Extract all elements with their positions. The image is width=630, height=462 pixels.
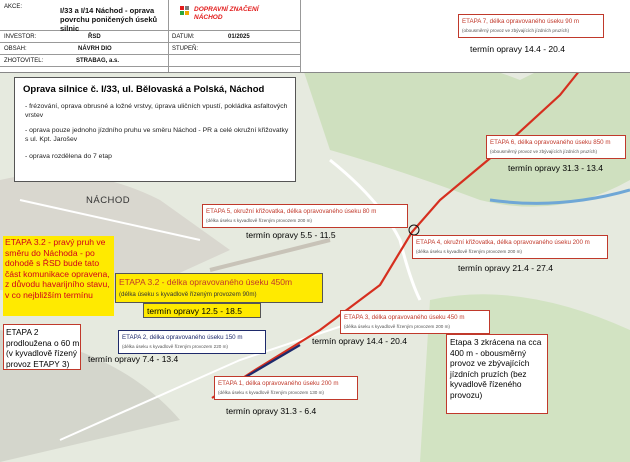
- etapa-3-note-text: Etapa 3 zkrácena na cca 400 m - obousměrný provoz ve zbývajících jízdních pruzích (bez kyvadlově řízeného provozu): [450, 337, 542, 400]
- etapa-7-box: [458, 14, 604, 38]
- etapa-3-2-box: [115, 273, 323, 303]
- etapa-1-title: ETAPA 1, délka opravovaného úseku 200 m: [218, 380, 339, 387]
- etapa-3-2-note-text: ETAPA 3.2 - pravý pruh ve směru do Náchoda - po dohodě s ŘSD bude tato část komunikace opravena, z důvodu havarijního stavu, v co nejbližším termínu: [5, 237, 110, 300]
- datum-value: 01/2025: [228, 34, 250, 40]
- info-item-1: - frézování, oprava obrusné a ložné vrstvy, úprava uličních vpustí, pokládka asfaltových vrstev: [25, 103, 288, 119]
- info-title: Oprava silnice č. I/33, ul. Bělovaská a Polská, Náchod: [23, 84, 265, 95]
- etapa-3-2-term-box: [143, 303, 261, 318]
- etapa-7-title: ETAPA 7, délka opravovaného úseku 90 m: [462, 18, 580, 25]
- etapa-5-box: [202, 204, 408, 228]
- investor-value: ŘSD: [88, 34, 101, 40]
- town-label: NÁCHOD: [86, 195, 131, 206]
- etapa-2-term: termín opravy 7.4 - 13.4: [88, 354, 179, 364]
- etapa-3-2-sub: (délka úseku s kyvadlově řízeným provozem 90m): [119, 291, 257, 298]
- investor-label: INVESTOR:: [4, 34, 37, 40]
- etapa-4-term: termín opravy 21.4 - 27.4: [458, 263, 553, 273]
- etapa-4-sub: (délka úseku s kyvadlově řízeným provozem 200 m): [416, 249, 522, 254]
- etapa-2-note-text: ETAPA 2 prodloužena o 60 m (v kyvadlově řízený provoz ETAPY 3): [6, 327, 80, 369]
- etapa-2-title: ETAPA 2, délka opravovaného úseku 150 m: [122, 334, 243, 341]
- etapa-6-sub: (obousměrný provoz ve zbývajících jízdních pruzích): [490, 149, 597, 154]
- etapa-6-box: [486, 135, 626, 159]
- obsah-value: NÁVRH DIO: [78, 46, 112, 52]
- info-item-3: - oprava rozdělena do 7 etap: [25, 153, 112, 160]
- info-item-2: - oprava pouze jednoho jízdního pruhu ve směru Náchod - PR a celé okružní křižovatky s ul. Kpt. Jarošev: [25, 127, 289, 143]
- etapa-5-title: ETAPA 5, okružní křižovatka, délka opravovaného úseku 80 m: [206, 208, 377, 215]
- etapa-3-2-title: ETAPA 3.2 - délka opravovaného úseku 450m: [119, 277, 293, 287]
- project-label: AKCE:: [4, 4, 23, 10]
- etapa-3-2-term: termín opravy 12.5 - 18.5: [147, 306, 242, 316]
- etapa-7-term: termín opravy 14.4 - 20.4: [470, 44, 565, 54]
- etapa-6-title: ETAPA 6, délka opravovaného úseku 850 m: [490, 139, 611, 146]
- etapa-3-term: termín opravy 14.4 - 20.4: [312, 336, 407, 346]
- etapa-2-sub: (délka úseku s kyvadlově řízeným provozem 220 m): [122, 344, 228, 349]
- project-text: I/33 a I/14 Náchod - oprava povrchu poničených úseků silnic: [60, 6, 158, 33]
- etapa-2-box: [118, 330, 266, 354]
- etapa-3-2-note: [3, 236, 114, 316]
- etapa-6-term: termín opravy 31.3 - 13.4: [508, 163, 603, 173]
- zhotovitel-value: STRABAG, a.s.: [76, 58, 120, 64]
- stupen-label: STUPEŇ:: [172, 46, 199, 52]
- obsah-label: OBSAH:: [4, 46, 27, 52]
- etapa-3-box: [340, 310, 490, 334]
- etapa-1-sub: (délka úseku s kyvadlově řízeným provozem 130 m): [218, 390, 324, 395]
- company-logo-icon: [180, 6, 190, 16]
- etapa-5-sub: (délka úseku s kyvadlově řízeným provozem 200 m): [206, 218, 312, 223]
- datum-label: DATUM:: [172, 34, 195, 40]
- etapa-5-term: termín opravy 5.5 - 11.5: [246, 230, 336, 240]
- etapa-7-sub: (obousměrný provoz ve zbývajících jízdních pruzích): [462, 28, 569, 33]
- company-logo-text: DOPRAVNÍ ZNAČENÍ NÁCHOD: [194, 6, 259, 21]
- etapa-4-title: ETAPA 4, okružní křižovatka, délka opravovaného úseku 200 m: [416, 239, 590, 246]
- project-info-box: [14, 77, 296, 182]
- etapa-3-title: ETAPA 3, délka opravovaného úseku 450 m: [344, 314, 465, 321]
- zhotovitel-label: ZHOTOVITEL:: [4, 58, 44, 64]
- etapa-4-box: [412, 235, 608, 259]
- etapa-2-note: [3, 324, 81, 370]
- etapa-1-box: [214, 376, 358, 400]
- etapa-1-term: termín opravy 31.3 - 6.4: [226, 406, 317, 416]
- etapa-3-note: [446, 334, 548, 414]
- etapa-3-sub: (délka úseku s kyvadlově řízeným provozem 200 m): [344, 324, 450, 329]
